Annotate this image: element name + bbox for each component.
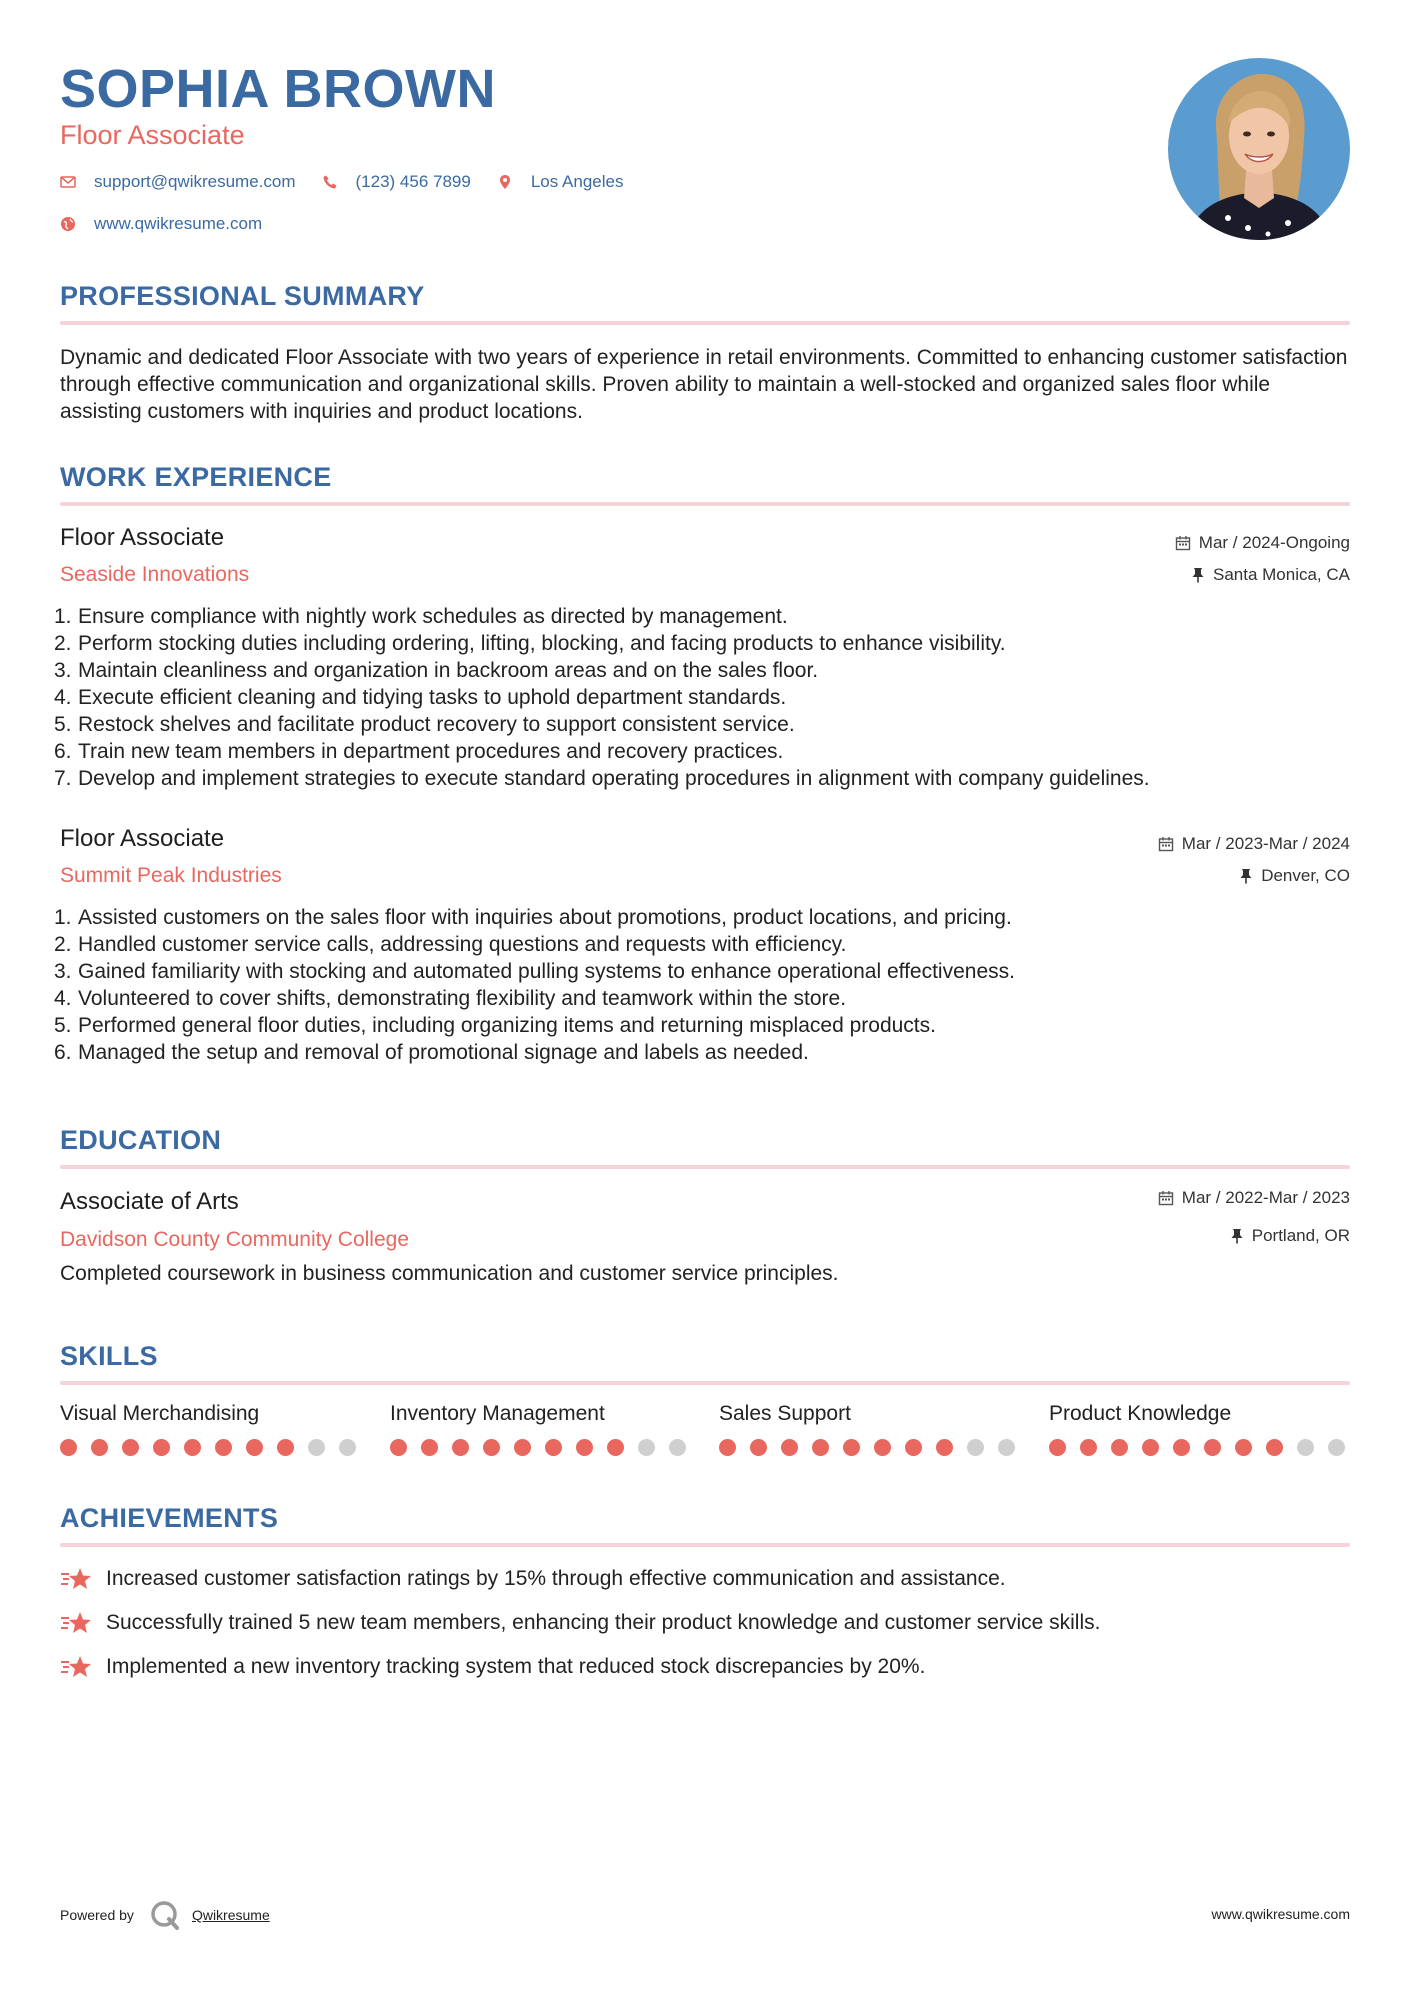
phone-icon xyxy=(322,174,338,190)
skill-item xyxy=(719,1402,1039,1456)
rating-dot-filled xyxy=(91,1439,108,1456)
phone-text: (123) 456 7899 xyxy=(355,172,471,191)
rating-dot-filled xyxy=(483,1439,500,1456)
rating-dot-empty xyxy=(967,1439,984,1456)
section-title-achievements: ACHIEVEMENTS xyxy=(60,1503,279,1533)
summary-text: Dynamic and dedicated Floor Associate with two years of experience in retail environments. Committed to enhancing customer satisfaction through effective communication and organizational skills. Proven ability to maintain a well-stocked and organized sales floor while assisting customers with inquiries and product locations. xyxy=(60,346,1348,423)
rating-dot-filled xyxy=(1142,1439,1159,1456)
map-pin-icon xyxy=(497,174,513,190)
job-title: Floor Associate xyxy=(60,524,225,551)
rating-dot-filled xyxy=(1266,1439,1283,1456)
list-item: 4. Volunteered to cover shifts, demonstrating flexibility and teamwork within the store. xyxy=(54,987,847,1010)
section-title-skills: SKILLS xyxy=(60,1341,158,1371)
job-duties-list xyxy=(54,904,1360,1066)
rating-dot-filled xyxy=(576,1439,593,1456)
section-divider xyxy=(60,1543,1350,1547)
section-title-summary: PROFESSIONAL SUMMARY xyxy=(60,281,425,311)
achievement-item xyxy=(60,1610,1100,1636)
education-dates-text: Mar / 2022-Mar / 2023 xyxy=(1181,1188,1350,1207)
contact-email[interactable] xyxy=(60,172,296,192)
list-item: 3. Maintain cleanliness and organization in backroom areas and on the sales floor. xyxy=(54,659,819,682)
rating-dot-filled xyxy=(719,1439,736,1456)
job-dates-text: Mar / 2023-Mar / 2024 xyxy=(1181,834,1350,853)
rating-dot-filled xyxy=(1080,1439,1097,1456)
website-text: www.qwikresume.com xyxy=(94,214,263,233)
candidate-name: SOPHIA BROWN xyxy=(60,59,496,119)
rating-dot-filled xyxy=(1204,1439,1221,1456)
rating-dot-empty xyxy=(998,1439,1015,1456)
brand-link[interactable]: Qwikresume xyxy=(191,1907,270,1923)
rating-dot-filled xyxy=(874,1439,891,1456)
profile-photo xyxy=(1168,58,1350,240)
rating-dot-filled xyxy=(60,1439,77,1456)
calendar-icon xyxy=(1158,1190,1174,1206)
pushpin-icon xyxy=(1239,868,1253,884)
star-award-icon xyxy=(60,1654,92,1680)
rating-dot-filled xyxy=(905,1439,922,1456)
rating-dot-filled xyxy=(936,1439,953,1456)
rating-dot-filled xyxy=(215,1439,232,1456)
list-item: 4. Execute efficient cleaning and tidying tasks to uphold department standards. xyxy=(54,686,787,709)
location-text: Los Angeles xyxy=(530,172,624,191)
education-degree: Associate of Arts xyxy=(60,1188,239,1215)
rating-dot-empty xyxy=(638,1439,655,1456)
skill-rating xyxy=(390,1439,710,1456)
footer-website[interactable]: www.qwikresume.com xyxy=(1211,1906,1350,1922)
star-award-icon xyxy=(60,1566,92,1592)
achievement-item xyxy=(60,1566,1006,1592)
list-item: 2. Perform stocking duties including ordering, lifting, blocking, and facing products to enhance visibility. xyxy=(54,632,1006,655)
rating-dot-empty xyxy=(669,1439,686,1456)
education-description: Completed coursework in business communication and customer service principles. xyxy=(60,1262,839,1285)
powered-by-label: Powered by xyxy=(60,1907,134,1923)
section-divider xyxy=(60,321,1350,325)
rating-dot-filled xyxy=(390,1439,407,1456)
pushpin-icon xyxy=(1191,567,1205,583)
star-award-icon xyxy=(60,1610,92,1636)
job-dates-text: Mar / 2024-Ongoing xyxy=(1198,533,1350,552)
job-company: Summit Peak Industries xyxy=(60,864,282,887)
job-duties-list xyxy=(54,603,1360,792)
list-item: 5. Restock shelves and facilitate product recovery to support consistent service. xyxy=(54,713,795,736)
rating-dot-filled xyxy=(812,1439,829,1456)
job-location xyxy=(1239,866,1350,886)
list-item: 2. Handled customer service calls, addressing questions and requests with efficiency. xyxy=(54,933,847,956)
achievement-item xyxy=(60,1654,925,1680)
rating-dot-filled xyxy=(421,1439,438,1456)
contact-location xyxy=(497,172,624,192)
rating-dot-filled xyxy=(153,1439,170,1456)
section-title-education: EDUCATION xyxy=(60,1125,222,1155)
rating-dot-filled xyxy=(452,1439,469,1456)
achievement-text: Successfully trained 5 new team members, enhancing their product knowledge and customer service skills. xyxy=(106,1611,1101,1634)
pushpin-icon xyxy=(1230,1228,1244,1244)
qwikresume-logo-icon xyxy=(148,1898,182,1932)
achievement-text: Implemented a new inventory tracking system that reduced stock discrepancies by 20%. xyxy=(106,1655,926,1678)
rating-dot-filled xyxy=(1049,1439,1066,1456)
job-location xyxy=(1191,565,1350,585)
contact-phone[interactable] xyxy=(322,172,471,192)
rating-dot-empty xyxy=(339,1439,356,1456)
rating-dot-empty xyxy=(1328,1439,1345,1456)
rating-dot-filled xyxy=(246,1439,263,1456)
contact-website[interactable] xyxy=(60,214,262,234)
list-item: 1. Ensure compliance with nightly work schedules as directed by management. xyxy=(54,605,788,628)
globe-icon xyxy=(60,216,76,232)
candidate-role: Floor Associate xyxy=(60,120,245,150)
contact-row-website xyxy=(60,214,288,234)
job-title: Floor Associate xyxy=(60,825,225,852)
education-dates xyxy=(1158,1188,1350,1208)
list-item: 7. Develop and implement strategies to execute standard operating procedures in alignment with company guidelines. xyxy=(54,767,1150,790)
rating-dot-filled xyxy=(781,1439,798,1456)
rating-dot-filled xyxy=(750,1439,767,1456)
rating-dot-filled xyxy=(1173,1439,1190,1456)
job-location-text: Santa Monica, CA xyxy=(1212,565,1350,584)
skill-name: Visual Merchandising xyxy=(60,1402,260,1425)
skill-rating xyxy=(1049,1439,1369,1456)
skill-name: Sales Support xyxy=(719,1402,851,1425)
list-item: 6. Train new team members in department procedures and recovery practices. xyxy=(54,740,784,763)
skill-item xyxy=(1049,1402,1369,1456)
rating-dot-filled xyxy=(1111,1439,1128,1456)
contact-row xyxy=(60,172,649,192)
skill-rating xyxy=(719,1439,1039,1456)
avatar xyxy=(1168,58,1350,240)
rating-dot-filled xyxy=(122,1439,139,1456)
envelope-icon xyxy=(60,174,76,190)
section-title-experience: WORK EXPERIENCE xyxy=(60,462,332,492)
skill-item xyxy=(390,1402,710,1456)
education-school: Davidson County Community College xyxy=(60,1228,409,1251)
calendar-icon xyxy=(1158,836,1174,852)
skill-rating xyxy=(60,1439,380,1456)
list-item: 6. Managed the setup and removal of promotional signage and labels as needed. xyxy=(54,1041,809,1064)
rating-dot-empty xyxy=(1297,1439,1314,1456)
rating-dot-filled xyxy=(545,1439,562,1456)
footer-powered-by xyxy=(60,1898,270,1932)
section-divider xyxy=(60,502,1350,506)
email-text: support@qwikresume.com xyxy=(94,172,296,191)
rating-dot-filled xyxy=(514,1439,531,1456)
education-location xyxy=(1230,1226,1350,1246)
rating-dot-filled xyxy=(607,1439,624,1456)
job-company: Seaside Innovations xyxy=(60,563,250,586)
calendar-icon xyxy=(1175,535,1191,551)
job-dates xyxy=(1158,834,1350,854)
rating-dot-filled xyxy=(277,1439,294,1456)
list-item: 1. Assisted customers on the sales floor with inquiries about promotions, product locations, and pricing. xyxy=(54,906,1012,929)
achievement-text: Increased customer satisfaction ratings by 15% through effective communication and assistance. xyxy=(106,1567,1006,1590)
skill-item xyxy=(60,1402,380,1456)
education-location-text: Portland, OR xyxy=(1251,1226,1350,1245)
job-location-text: Denver, CO xyxy=(1261,866,1350,885)
rating-dot-filled xyxy=(843,1439,860,1456)
list-item: 3. Gained familiarity with stocking and automated pulling systems to enhance operational effectiveness. xyxy=(54,960,1015,983)
skill-name: Inventory Management xyxy=(390,1402,605,1425)
section-divider xyxy=(60,1381,1350,1385)
list-item: 5. Performed general floor duties, including organizing items and returning misplaced products. xyxy=(54,1014,936,1037)
job-dates xyxy=(1175,533,1350,553)
section-divider xyxy=(60,1165,1350,1169)
rating-dot-filled xyxy=(184,1439,201,1456)
rating-dot-empty xyxy=(308,1439,325,1456)
skill-name: Product Knowledge xyxy=(1049,1402,1232,1425)
rating-dot-filled xyxy=(1235,1439,1252,1456)
